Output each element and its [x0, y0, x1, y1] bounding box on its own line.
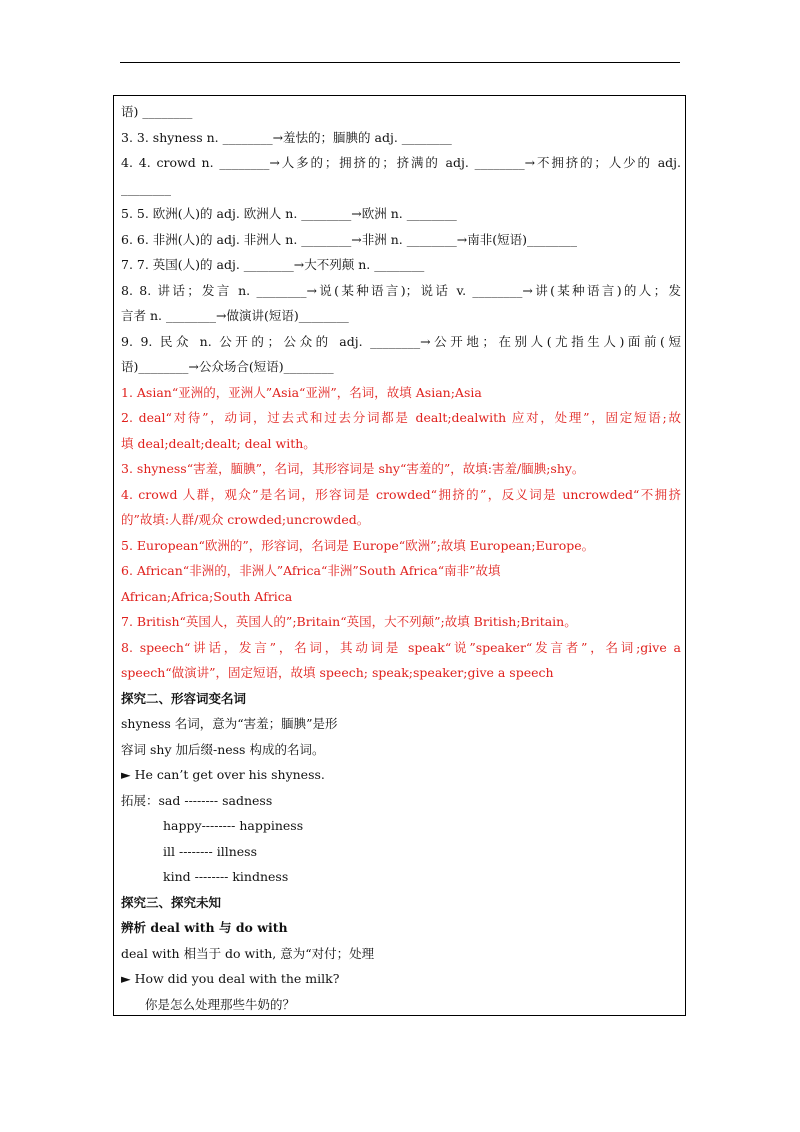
text-line: shyness 名词，意为“害羞；腼腆”是形	[121, 716, 338, 731]
text-line: 辨析 deal with 与 do with	[121, 920, 288, 935]
text-line: 言者 n. ________→做演讲(短语)________	[121, 308, 349, 323]
text-line: ill -------- illness	[163, 843, 258, 859]
text-line: deal with 相当于 do with, 意为“对付；处理	[121, 945, 375, 961]
text-line: 3. shyness“害羞，腼腆”，名词，其形容词是 shy“害羞的”，故填:害羞/腼腆;shy。	[121, 461, 585, 476]
text-line: 5. European“欧洲的”，形容词，名词是 Europe“欧洲”;故填 European;Europe。	[121, 537, 595, 553]
text-line: 探究二、形容词变名词	[121, 690, 247, 706]
content-table-cell	[113, 95, 686, 1016]
text-line: 8. speech“讲话，发言”，名词，其动词是 speak“说”speaker“发言者”，名词;give a	[121, 639, 681, 655]
text-line: 语)________→公众场合(短语)________	[121, 359, 334, 374]
text-line: 4. 4. crowd n. ________→人多的；拥挤的；挤满的 adj. ________→不拥挤的；人少的 adj.	[121, 155, 681, 170]
text-line: 8. 8. 讲话；发言 n. ________→说(某种语言)；说话 v. ________→讲(某种语言)的人；发	[121, 282, 681, 298]
text-line: ► He can’t get over his shyness.	[121, 767, 325, 782]
text-line: 6. African“非洲的，非洲人”Africa“非洲”South Africa“南非”故填	[121, 563, 501, 578]
text-line: 2. deal“对待”，动词，过去式和过去分词都是 dealt;dealwith 应对，处理”，固定短语;故	[121, 410, 681, 425]
text-line: ► How did you deal with the milk?	[121, 971, 340, 986]
text-line: 7. 7. 英国(人)的 adj. ________→大不列颠 n. ________	[121, 257, 425, 272]
header-rule	[120, 62, 680, 63]
document-body	[121, 99, 681, 1017]
text-line: 1. Asian“亚洲的，亚洲人”Asia“亚洲”，名词，故填 Asian;Asia	[121, 384, 482, 400]
text-line: African;Africa;South Africa	[121, 588, 293, 604]
text-line: 5. 5. 欧洲(人)的 adj. 欧洲人 n. ________→欧洲 n. ________	[121, 206, 457, 221]
text-line: 拓展：sad -------- sadness	[121, 792, 273, 808]
text-line: 你是怎么处理那些牛奶的？	[145, 996, 296, 1012]
text-line: happy-------- happiness	[163, 818, 304, 833]
text-line: speech“做演讲”，固定短语，故填 speech; speak;speaker;give a speech	[121, 665, 554, 680]
text-line: 6. 6. 非洲(人)的 adj. 非洲人 n. ________→非洲 n. ________→南非(短语)________	[121, 231, 577, 247]
text-line: 4. crowd 人群，观众”是名词，形容词是 crowded“拥挤的”，反义词是 uncrowded“不拥挤	[121, 486, 681, 502]
text-line: ________	[121, 180, 171, 196]
text-line: 容词 shy 加后缀-ness 构成的名词。	[121, 741, 325, 757]
text-line: kind -------- kindness	[163, 869, 289, 884]
text-line: 探究三、探究未知	[121, 894, 222, 910]
text-line: 9. 9. 民众 n. 公开的；公众的 adj. ________→公开地；在别人(尤指生人)面前(短	[121, 333, 681, 349]
text-line: 填 deal;dealt;dealt; deal with。	[121, 435, 316, 451]
text-line: 7. British“英国人，英国人的”;Britain“英国，大不列颠”;故填 British;Britain。	[121, 614, 577, 629]
text-line: 语) ________	[121, 104, 193, 119]
text-line: 3. 3. shyness n. ________→羞怯的；腼腆的 adj. ________	[121, 129, 452, 145]
text-line: 的”故填:人群/观众 crowded;uncrowded。	[121, 512, 370, 527]
